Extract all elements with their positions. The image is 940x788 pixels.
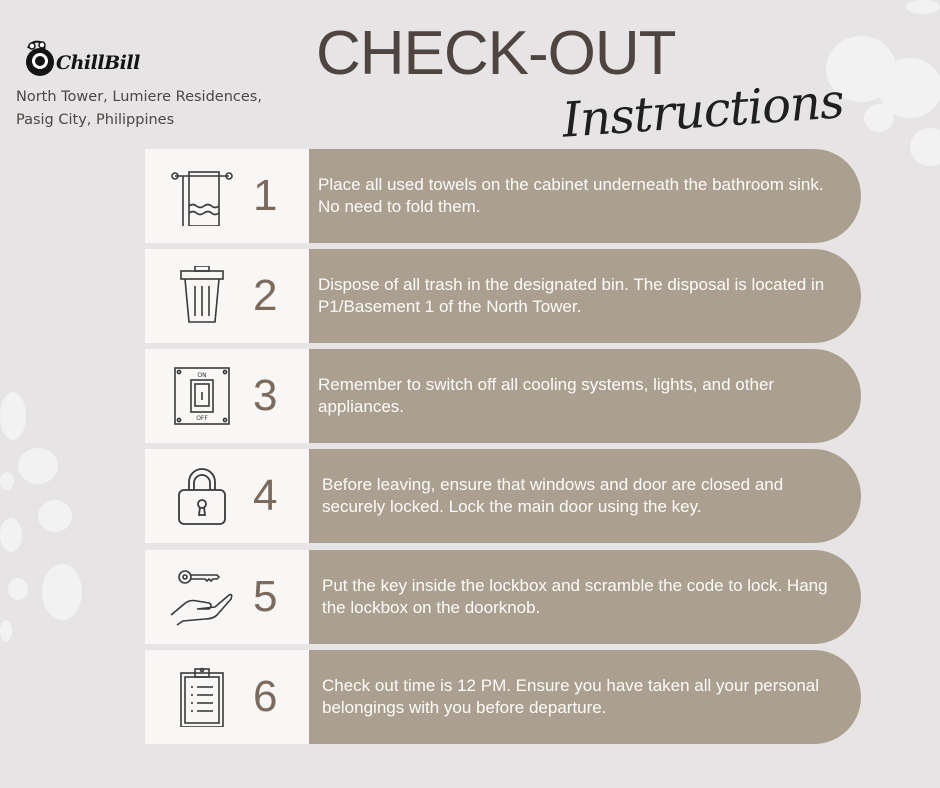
page-title: CHECK-OUT (316, 19, 676, 88)
step-text-panel (309, 249, 861, 343)
step-row (145, 349, 861, 443)
step-row (145, 550, 861, 644)
decorative-blob (864, 104, 894, 132)
decorative-blob (0, 472, 14, 490)
address-line-2: Pasig City, Philippines (16, 112, 175, 128)
step-text-panel (309, 650, 861, 744)
step-text-panel (309, 550, 861, 644)
step-text: Check out time is 12 PM. Ensure you have taken all your personal belongings with you before departure. (322, 676, 820, 717)
decorative-blob (0, 620, 12, 642)
brand-logo (22, 36, 140, 82)
step-text-panel (309, 449, 861, 543)
step-text-panel (309, 349, 861, 443)
step-text: Place all used towels on the cabinet underneath the bathroom sink. No need to fold them. (318, 175, 824, 216)
step-icon-cell (145, 249, 309, 343)
step-text: Remember to switch off all cooling systems, lights, and other appliances. (318, 375, 775, 416)
decorative-blob (42, 564, 82, 620)
step-icon-cell (145, 550, 309, 644)
decorative-blob (910, 128, 940, 166)
clipboard-icon (169, 667, 235, 727)
step-number: 4 (253, 471, 278, 520)
step-icon-cell (145, 449, 309, 543)
step-text: Before leaving, ensure that windows and door are closed and securely locked. Lock the main door using the key. (322, 475, 784, 516)
step-number: 1 (253, 171, 278, 220)
key-in-hand-icon (169, 567, 235, 627)
brand-name: ChillBill (56, 52, 140, 74)
step-row (145, 449, 861, 543)
decorative-blob (0, 518, 22, 552)
step-text: Put the key inside the lockbox and scramble the code to lock. Hang the lockbox on the doorknob. (322, 576, 828, 617)
step-text-panel (309, 149, 861, 243)
towel-icon (169, 166, 235, 226)
switch-on-label: ON (197, 372, 207, 379)
decorative-blob (0, 392, 26, 440)
decorative-blob (906, 0, 940, 14)
step-row (145, 650, 861, 744)
step-icon-cell (145, 349, 309, 443)
step-row (145, 149, 861, 243)
decorative-blob (38, 500, 72, 532)
step-text: Dispose of all trash in the designated bin. The disposal is located in P1/Basement 1 of the North Tower. (318, 275, 825, 316)
decorative-blob (8, 578, 28, 600)
page-subtitle: Instructions (560, 73, 846, 149)
step-number: 3 (253, 371, 278, 420)
switch-off-label: OFF (196, 415, 208, 422)
step-number: 2 (253, 271, 278, 320)
address-line-1: North Tower, Lumiere Residences, (16, 89, 262, 105)
step-icon-cell (145, 149, 309, 243)
step-row (145, 249, 861, 343)
step-number: 6 (253, 672, 278, 721)
address (16, 86, 262, 132)
light-switch-icon (169, 366, 235, 426)
padlock-icon (169, 466, 235, 526)
step-icon-cell (145, 650, 309, 744)
step-number: 5 (253, 572, 278, 621)
trash-bin-icon (169, 266, 235, 326)
decorative-blob (18, 448, 58, 484)
